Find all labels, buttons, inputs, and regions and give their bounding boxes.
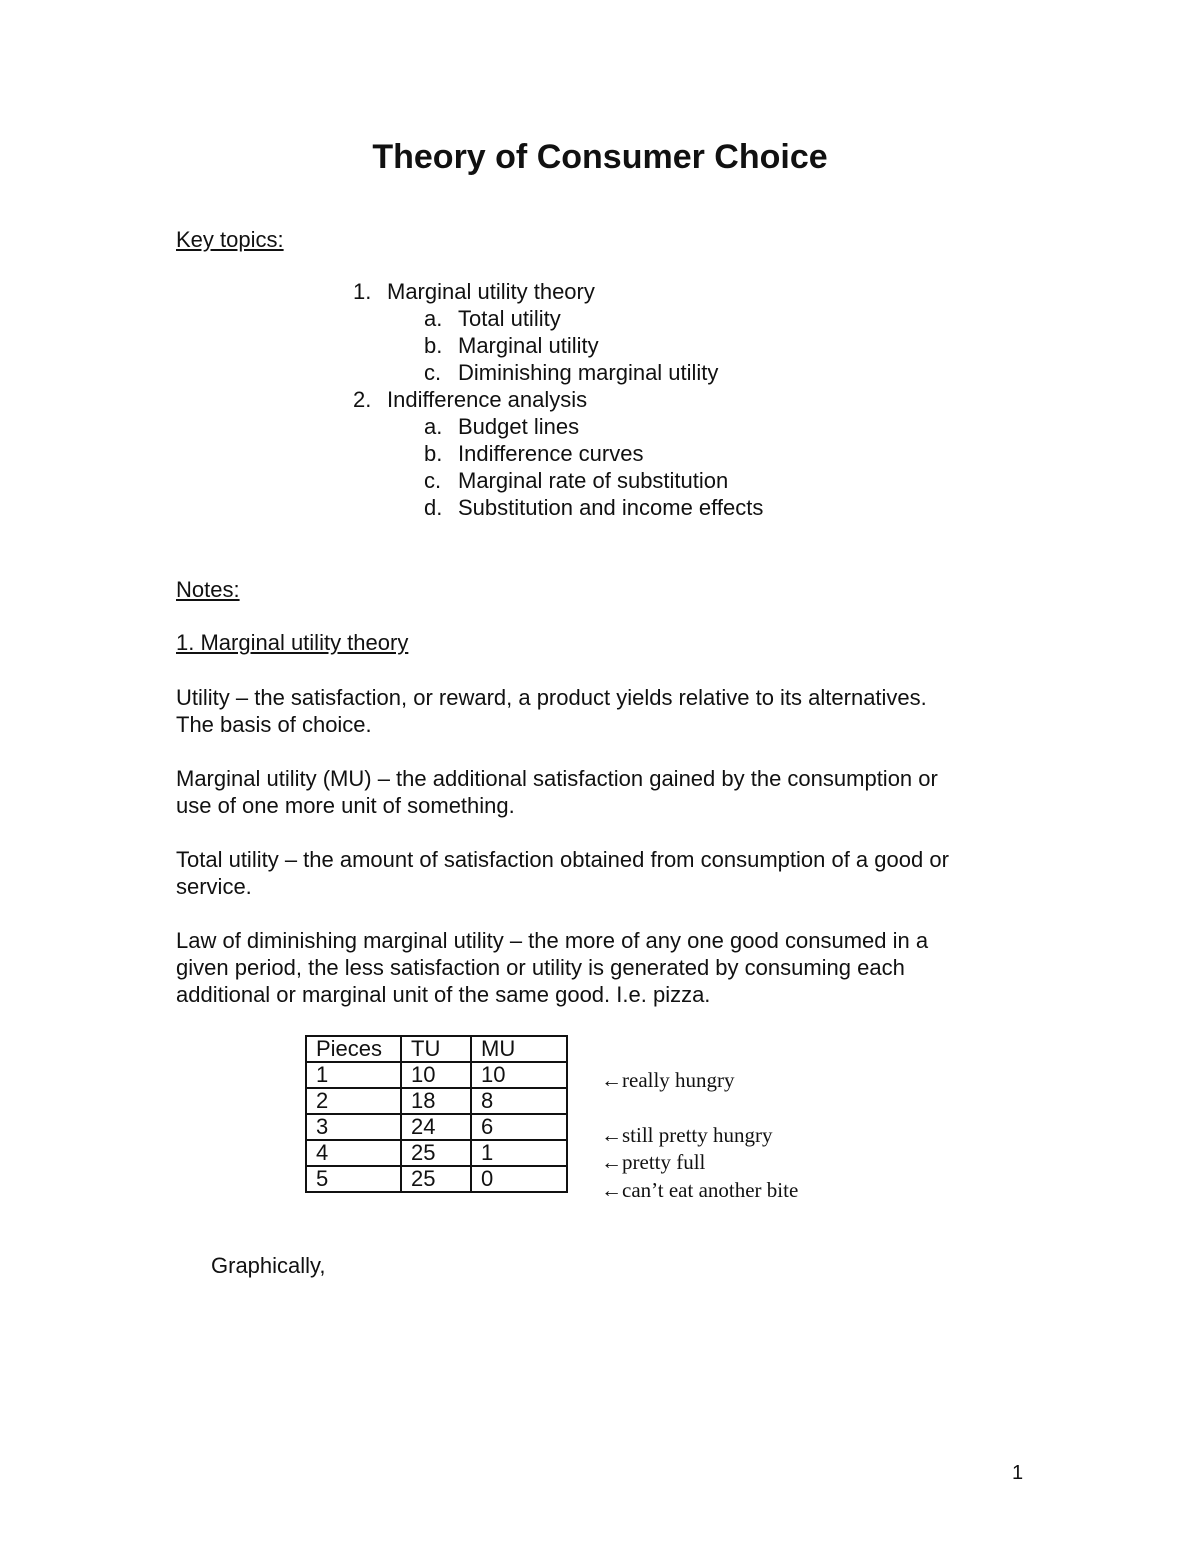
subtopic-letter: d.: [424, 495, 443, 520]
table-cell: 0: [471, 1166, 567, 1192]
annotation-really-hungry: ←really hungry: [601, 1068, 735, 1092]
paragraph-line: Total utility – the amount of satisfaction obtained from consumption of a good or: [176, 847, 949, 872]
annotation-cant-eat-another-bite: ←can’t eat another bite: [601, 1178, 799, 1202]
paragraph-line: Law of diminishing marginal utility – the more of any one good consumed in a: [176, 928, 929, 953]
table-row: [306, 1088, 567, 1114]
subtopic-letter: a.: [424, 306, 443, 331]
table-cell: 8: [471, 1088, 567, 1114]
annotation-pretty-full: ←pretty full: [601, 1150, 706, 1174]
table-cell: 5: [306, 1166, 401, 1192]
subtopic-item: [424, 305, 561, 332]
table-row: [306, 1114, 567, 1140]
subtopic-item: [424, 440, 643, 467]
paragraph-marginal-utility: [176, 765, 1036, 819]
table-cell: 6: [471, 1114, 567, 1140]
table-cell: 3: [306, 1114, 401, 1140]
paragraph-line: Utility – the satisfaction, or reward, a product yields relative to its alternatives.: [176, 685, 927, 710]
page-title: Theory of Consumer Choice: [372, 138, 828, 176]
table-cell: 2: [306, 1088, 401, 1114]
paragraph-line: additional or marginal unit of the same good. I.e. pizza.: [176, 982, 711, 1007]
page-number: 1: [1012, 1462, 1024, 1484]
topic-label: Marginal utility theory: [387, 279, 595, 304]
table-cell: 24: [401, 1114, 471, 1140]
topic-number: 1.: [353, 279, 372, 304]
table-row: [306, 1166, 567, 1192]
table-cell: 10: [401, 1062, 471, 1088]
subtopic-letter: c.: [424, 360, 442, 385]
subtopic-item: [424, 494, 763, 521]
subtopic-label: Indifference curves: [458, 441, 644, 466]
table-cell: 18: [401, 1088, 471, 1114]
topic-item: [353, 386, 587, 413]
paragraph-line: The basis of choice.: [176, 712, 372, 737]
utility-table: [305, 1035, 568, 1193]
subtopic-item: [424, 467, 728, 494]
paragraph-line: given period, the less satisfaction or utility is generated by consuming each: [176, 955, 905, 980]
key-topics-heading: Key topics:: [176, 227, 284, 252]
table-cell: 1: [306, 1062, 401, 1088]
subtopic-label: Marginal utility: [458, 333, 599, 358]
table-cell: 4: [306, 1140, 401, 1166]
section-heading: 1. Marginal utility theory: [176, 630, 409, 655]
topic-label: Indifference analysis: [387, 387, 588, 412]
table-header: Pieces: [306, 1036, 401, 1062]
table-cell: 10: [471, 1062, 567, 1088]
subtopic-label: Diminishing marginal utility: [458, 360, 719, 385]
paragraph-law: [176, 927, 1036, 1008]
subtopic-label: Budget lines: [458, 414, 580, 439]
table-header: MU: [471, 1036, 567, 1062]
graphically-label: Graphically,: [211, 1253, 326, 1278]
subtopic-item: [424, 413, 579, 440]
subtopic-letter: a.: [424, 414, 443, 439]
subtopic-label: Total utility: [458, 306, 561, 331]
topic-item: [353, 278, 595, 305]
subtopic-label: Marginal rate of substitution: [458, 468, 729, 493]
subtopic-letter: b.: [424, 333, 443, 358]
paragraph-line: Marginal utility (MU) – the additional satisfaction gained by the consumption or: [176, 766, 938, 791]
paragraph-line: service.: [176, 874, 252, 899]
table-header-row: [306, 1036, 567, 1062]
paragraph-line: use of one more unit of something.: [176, 793, 515, 818]
table-header: TU: [401, 1036, 471, 1062]
table-cell: 1: [471, 1140, 567, 1166]
notes-heading: Notes:: [176, 577, 240, 602]
paragraph-total-utility: [176, 846, 1036, 900]
subtopic-label: Substitution and income effects: [458, 495, 764, 520]
subtopic-item: [424, 359, 718, 386]
table-row: [306, 1062, 567, 1088]
topic-number: 2.: [353, 387, 372, 412]
table-row: [306, 1140, 567, 1166]
subtopic-item: [424, 332, 599, 359]
paragraph-utility: [176, 684, 1036, 738]
annotation-still-pretty-hungry: ←still pretty hungry: [601, 1123, 773, 1147]
table-cell: 25: [401, 1140, 471, 1166]
subtopic-letter: c.: [424, 468, 442, 493]
subtopic-letter: b.: [424, 441, 443, 466]
table-cell: 25: [401, 1166, 471, 1192]
